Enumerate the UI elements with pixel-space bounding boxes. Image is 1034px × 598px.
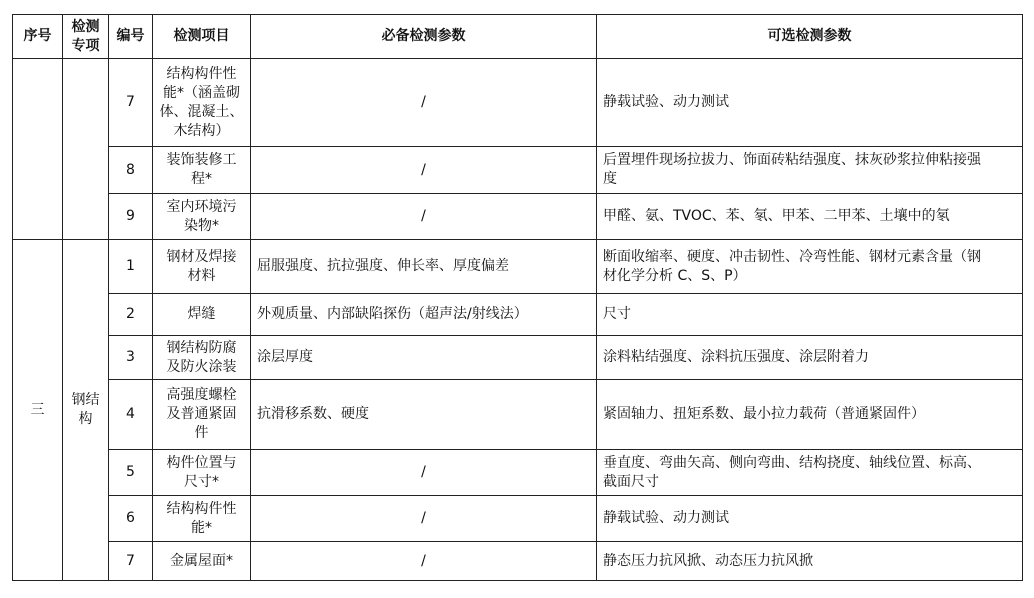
table-row — [13, 147, 1023, 194]
table-row — [13, 240, 1023, 294]
header-category: 检测 专项 — [63, 15, 109, 59]
required-cell: / — [251, 147, 597, 194]
code-cell: 8 — [109, 147, 153, 194]
code-cell: 2 — [109, 294, 153, 336]
header-seq: 序号 — [13, 15, 63, 59]
required-cell: 涂层厚度 — [251, 336, 597, 380]
header-required: 必备检测参数 — [251, 15, 597, 59]
item-cell: 高强度螺栓 及普通紧固 件 — [153, 380, 251, 450]
optional-cell: 静载试验、动力测试 — [597, 496, 1023, 542]
table-row — [13, 59, 1023, 147]
item-cell: 钢材及焊接 材料 — [153, 240, 251, 294]
seq-cell: 三 — [13, 240, 63, 581]
code-cell: 4 — [109, 380, 153, 450]
item-cell: 金属屋面* — [153, 542, 251, 581]
code-cell: 5 — [109, 450, 153, 496]
required-cell: 抗滑移系数、硬度 — [251, 380, 597, 450]
required-cell: / — [251, 542, 597, 581]
optional-cell: 涂料粘结强度、涂料抗压强度、涂层附着力 — [597, 336, 1023, 380]
code-cell: 7 — [109, 542, 153, 581]
inspection-parameters-table — [12, 14, 1023, 581]
required-cell: 外观质量、内部缺陷探伤（超声法/射线法） — [251, 294, 597, 336]
optional-cell: 紧固轴力、扭矩系数、最小拉力载荷（普通紧固件） — [597, 380, 1023, 450]
table-header-row — [13, 15, 1023, 59]
item-cell: 结构构件性 能*（涵盖砌 体、混凝土、 木结构） — [153, 59, 251, 147]
seq-cell-empty — [13, 59, 63, 240]
optional-cell: 静态压力抗风掀、动态压力抗风掀 — [597, 542, 1023, 581]
table-row — [13, 194, 1023, 240]
item-cell: 焊缝 — [153, 294, 251, 336]
code-cell: 9 — [109, 194, 153, 240]
table-row — [13, 336, 1023, 380]
optional-cell: 断面收缩率、硬度、冲击韧性、冷弯性能、钢材元素含量（钢 材化学分析 C、S、P） — [597, 240, 1023, 294]
optional-cell: 甲醛、氨、TVOC、苯、氡、甲苯、二甲苯、土壤中的氡 — [597, 194, 1023, 240]
required-cell: 屈服强度、抗拉强度、伸长率、厚度偏差 — [251, 240, 597, 294]
code-cell: 3 — [109, 336, 153, 380]
item-cell: 装饰装修工 程* — [153, 147, 251, 194]
header-optional: 可选检测参数 — [597, 15, 1023, 59]
optional-cell: 垂直度、弯曲矢高、侧向弯曲、结构挠度、轴线位置、标高、 截面尺寸 — [597, 450, 1023, 496]
code-cell: 7 — [109, 59, 153, 147]
table-row — [13, 496, 1023, 542]
item-cell: 室内环境污 染物* — [153, 194, 251, 240]
optional-cell: 后置埋件现场拉拔力、饰面砖粘结强度、抹灰砂浆拉伸粘接强 度 — [597, 147, 1023, 194]
required-cell: / — [251, 59, 597, 147]
code-cell: 6 — [109, 496, 153, 542]
optional-cell: 尺寸 — [597, 294, 1023, 336]
required-cell: / — [251, 194, 597, 240]
table-row — [13, 294, 1023, 336]
table-row — [13, 450, 1023, 496]
table-row — [13, 542, 1023, 581]
header-item: 检测项目 — [153, 15, 251, 59]
required-cell: / — [251, 496, 597, 542]
category-cell-empty — [63, 59, 109, 240]
table-row — [13, 380, 1023, 450]
standards-table-container — [12, 14, 1023, 581]
required-cell: / — [251, 450, 597, 496]
category-cell: 钢结 构 — [63, 240, 109, 581]
item-cell: 钢结构防腐 及防火涂装 — [153, 336, 251, 380]
item-cell: 结构构件性 能* — [153, 496, 251, 542]
code-cell: 1 — [109, 240, 153, 294]
optional-cell: 静载试验、动力测试 — [597, 59, 1023, 147]
item-cell: 构件位置与 尺寸* — [153, 450, 251, 496]
header-code: 编号 — [109, 15, 153, 59]
